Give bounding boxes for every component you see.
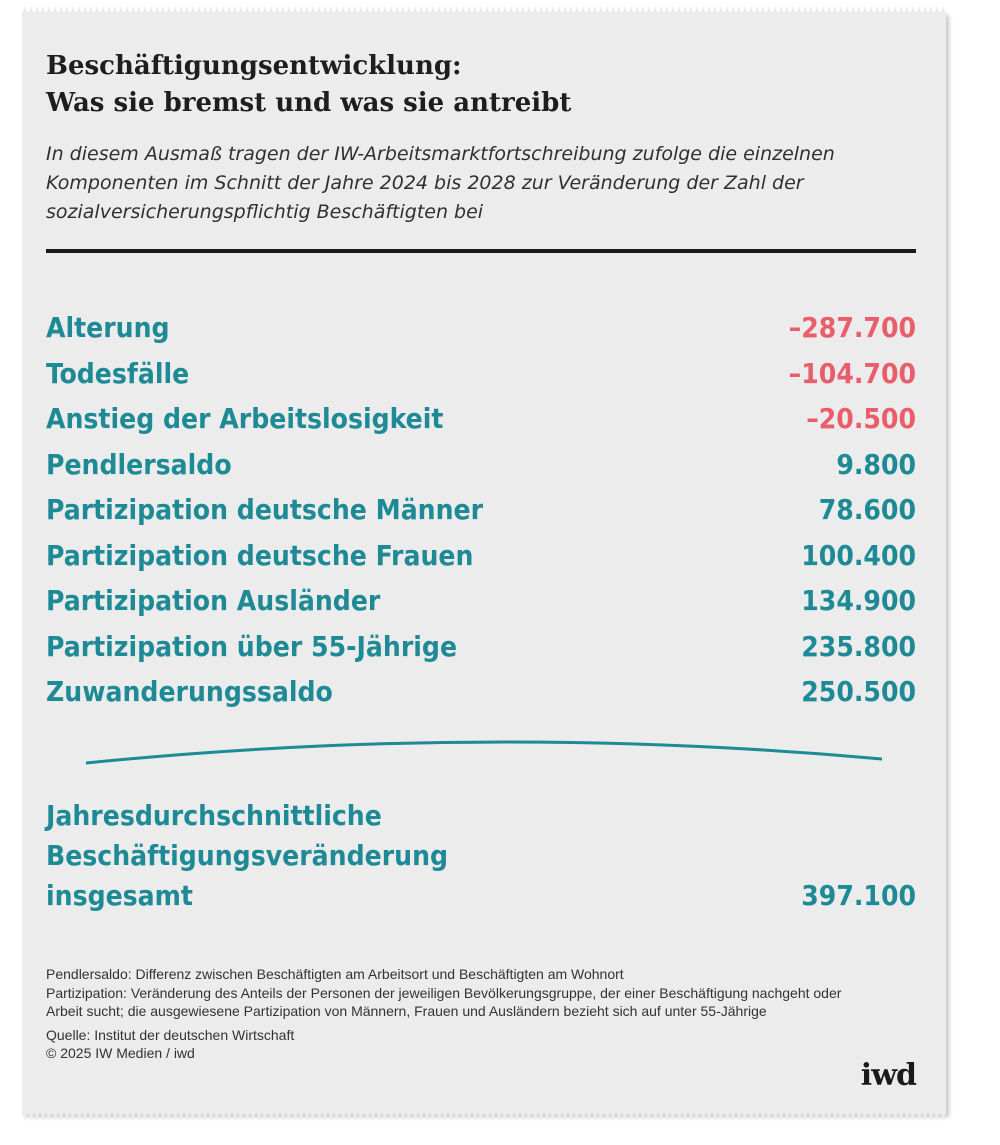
- component-label: Todesfälle: [46, 356, 190, 390]
- component-row: [46, 351, 916, 397]
- component-list: [46, 305, 916, 715]
- component-value: –20.500: [806, 402, 916, 436]
- footnotes: [46, 965, 846, 1063]
- component-value: –287.700: [788, 311, 916, 345]
- component-row: [46, 396, 916, 442]
- component-value: 9.800: [836, 447, 916, 481]
- title-line-1: Beschäftigungsentwicklung:: [46, 51, 462, 81]
- torn-edge-top: [22, 6, 946, 14]
- component-row: [46, 533, 916, 579]
- component-label: Alterung: [46, 311, 170, 345]
- note-pendlersaldo: Pendlersaldo: Differenz zwischen Beschäftigten am Arbeitsort und Beschäftigten am Wohnort: [46, 966, 624, 982]
- chart-title: [46, 48, 926, 122]
- component-value: –104.700: [788, 356, 916, 390]
- total-label-line-1: Jahresdurchschnittliche: [46, 799, 382, 832]
- total-label: [46, 796, 566, 916]
- component-value: 78.600: [818, 493, 916, 527]
- component-value: 134.900: [801, 584, 916, 618]
- component-label: Anstieg der Arbeitslosigkeit: [46, 402, 444, 436]
- chart-subtitle: In diesem Ausmaß tragen der IW-Arbeitsmarktfortschreibung zufolge die einzelnen Komponenten im Schnitt der Jahre 2024 bis 2028 zur Veränderung der Zahl der sozialversicherungspflichtig Beschäftigten bei: [46, 143, 835, 223]
- component-label: Partizipation Ausländer: [46, 584, 381, 618]
- component-label: Pendlersaldo: [46, 447, 232, 481]
- total-divider-curve: [86, 735, 882, 769]
- component-row: [46, 624, 916, 670]
- component-label: Partizipation deutsche Männer: [46, 493, 484, 527]
- source-note: Quelle: Institut der deutschen Wirtschaft: [46, 1026, 295, 1043]
- component-label: Partizipation deutsche Frauen: [46, 538, 474, 572]
- component-row: [46, 442, 916, 488]
- iwd-logo: iwd: [860, 1058, 916, 1093]
- component-label: Partizipation über 55-Jährige: [46, 629, 458, 663]
- component-row: [46, 487, 916, 533]
- title-line-2: Was sie bremst und was sie antreibt: [46, 88, 572, 118]
- component-value: 250.500: [801, 675, 916, 709]
- component-row: [46, 305, 916, 351]
- component-value: 100.400: [801, 538, 916, 572]
- title-divider: [46, 249, 916, 253]
- torn-edge-bottom: [22, 1112, 946, 1120]
- component-row: [46, 578, 916, 624]
- total-value: 397.100: [801, 879, 916, 912]
- note-partizipation: Partizipation: Veränderung des Anteils der Personen der jeweiligen Bevölkerungsgruppe, der einer Beschäftigung nachgeht oder Arbeit sucht; die ausgewiesene Partizipation von Männern, Frauen und Ausländern bezieht sich auf unter 55-Jährige: [46, 984, 842, 1019]
- component-label: Zuwanderungssaldo: [46, 675, 333, 709]
- component-row: [46, 669, 916, 715]
- total-label-line-3: insgesamt: [46, 879, 193, 912]
- total-label-line-2: Beschäftigungsveränderung: [46, 839, 449, 872]
- copyright-note: © 2025 IW Medien / iwd: [46, 1045, 195, 1061]
- component-value: 235.800: [801, 629, 916, 663]
